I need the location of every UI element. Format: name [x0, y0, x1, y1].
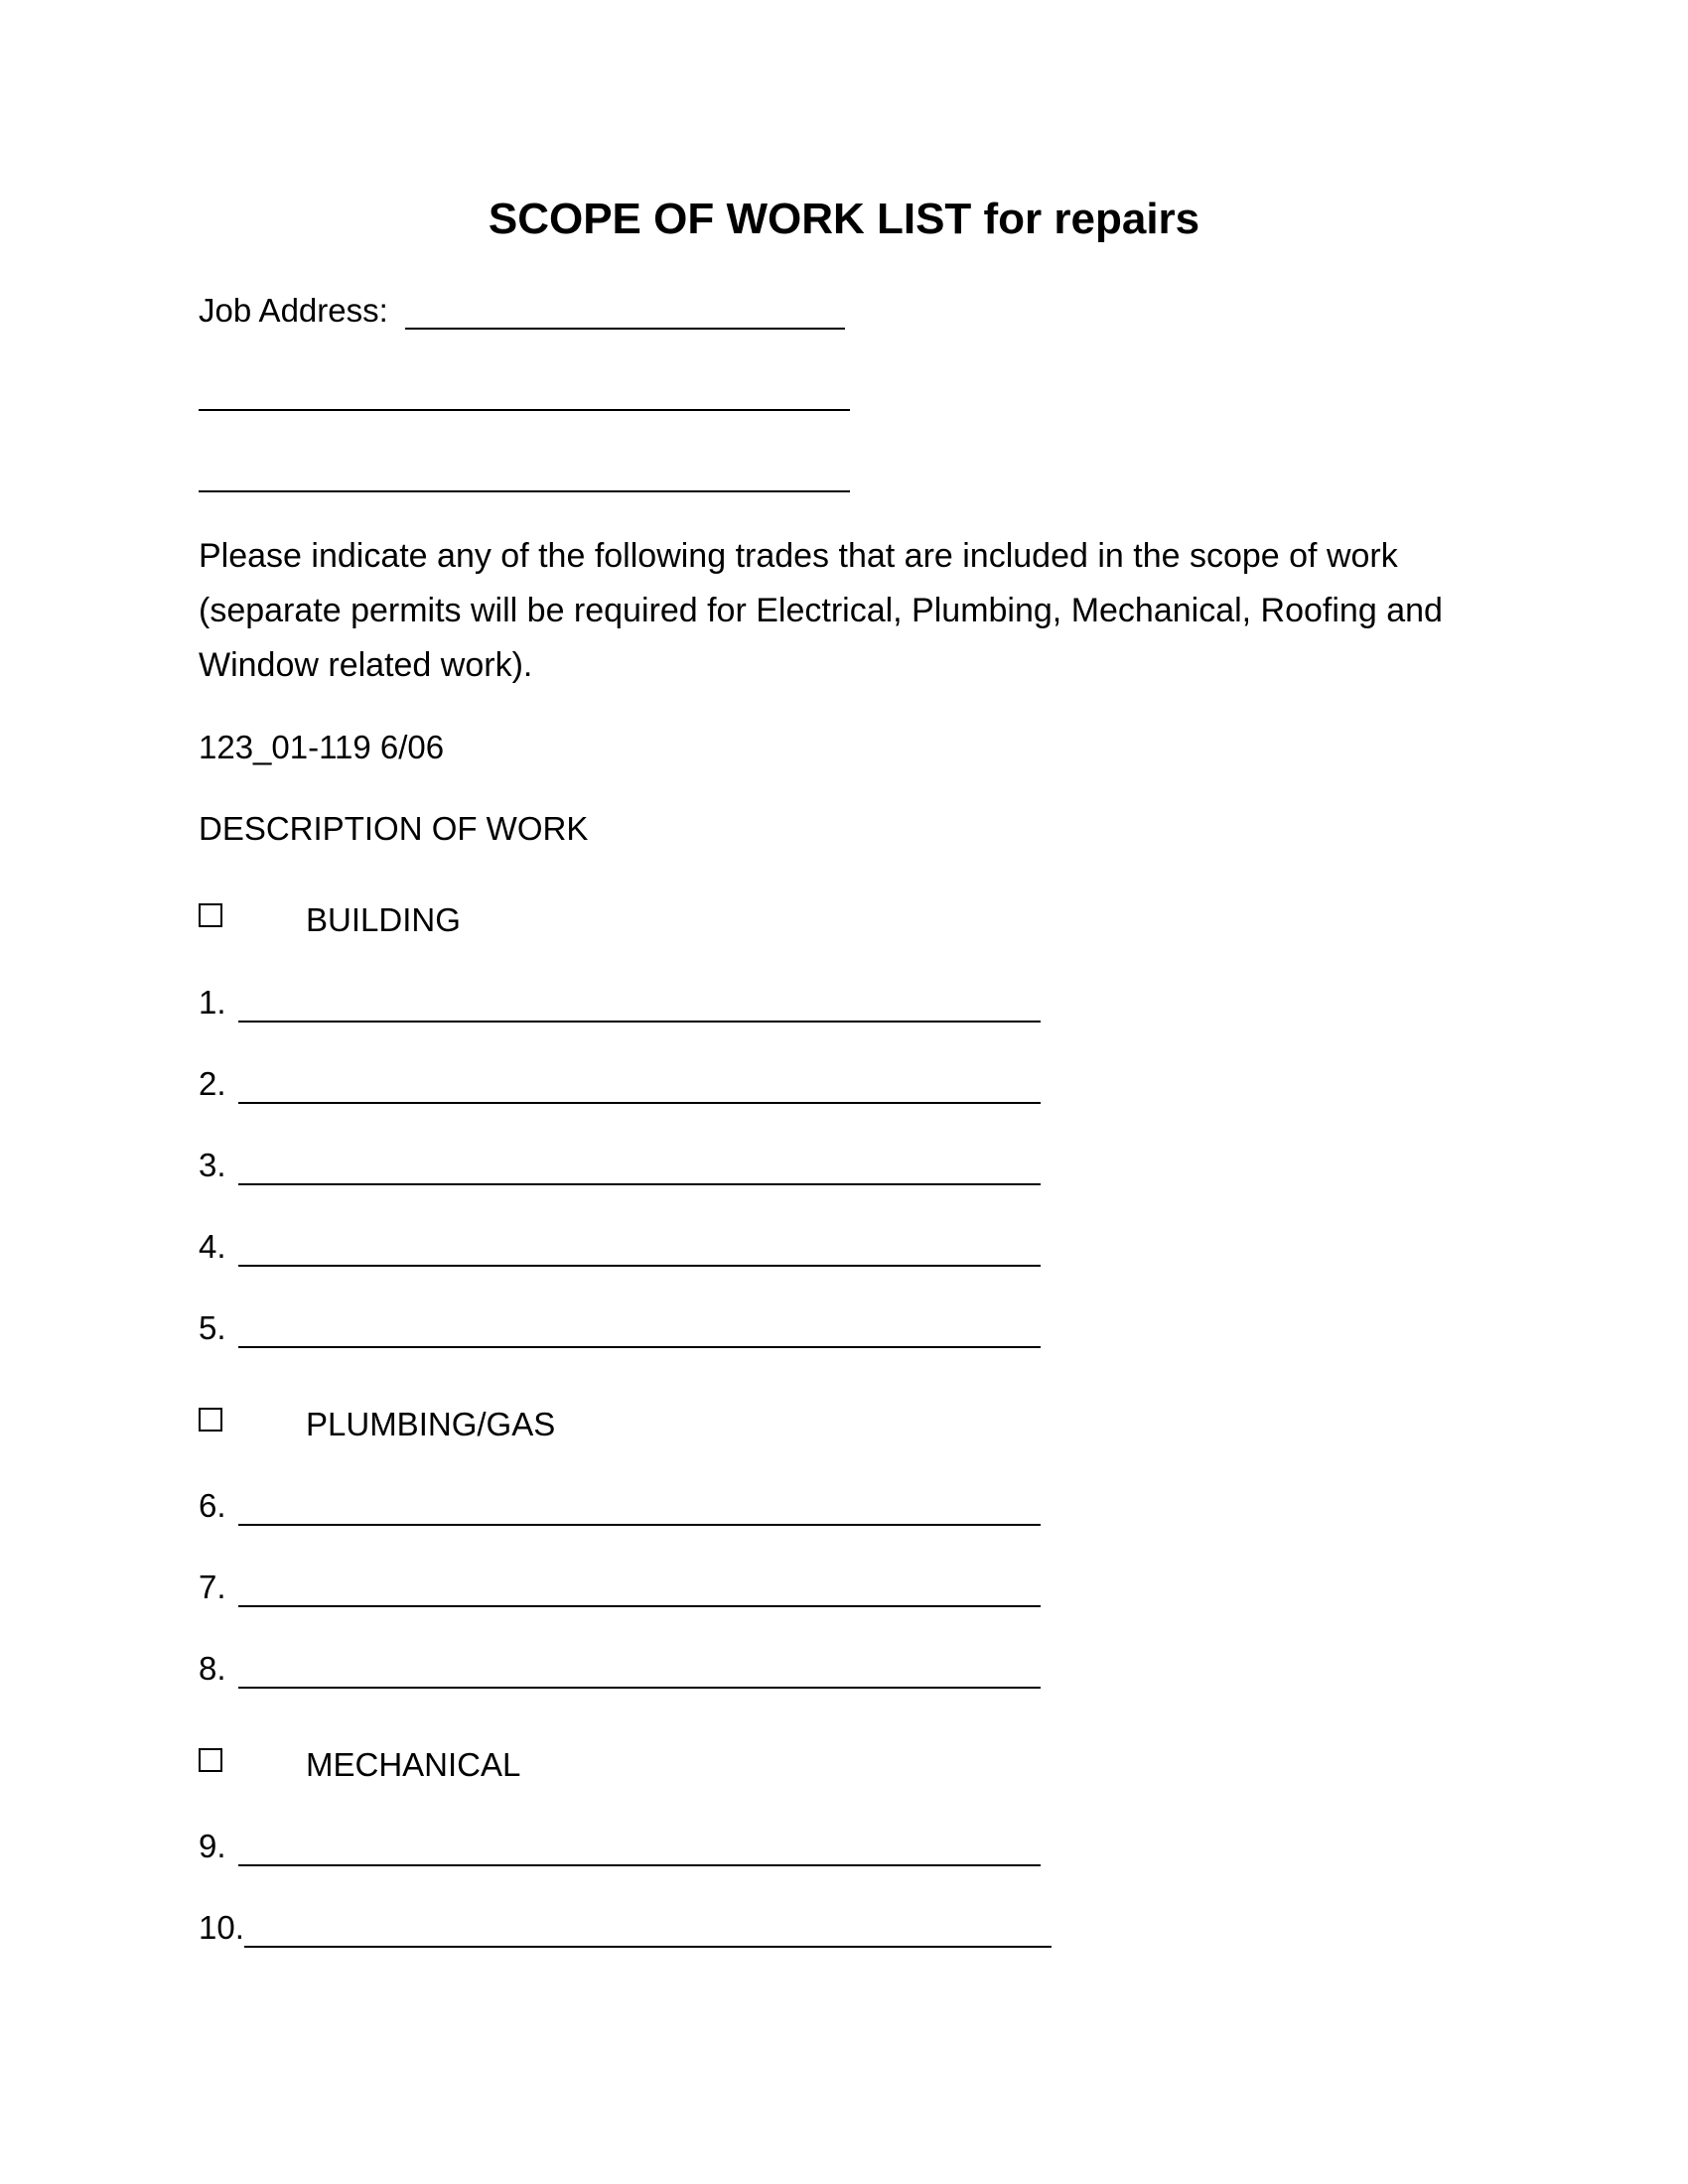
section-label-building: BUILDING — [306, 901, 461, 938]
line-number-8: 8. — [199, 1650, 226, 1687]
form-title: SCOPE OF WORK LIST for repairs — [488, 195, 1200, 243]
work-line-8[interactable] — [238, 1687, 1041, 1689]
section-label-plumbing-gas: PLUMBING/GAS — [306, 1406, 556, 1442]
line-number-3: 3. — [199, 1147, 226, 1183]
line-number-4: 4. — [199, 1228, 226, 1265]
plumbing-gas-checkbox[interactable] — [199, 1408, 222, 1432]
work-line-5[interactable] — [238, 1346, 1041, 1348]
work-line-7[interactable] — [238, 1605, 1041, 1607]
form-code: 123_01-119 6/06 — [199, 729, 445, 765]
work-line-3[interactable] — [238, 1183, 1041, 1185]
work-line-2[interactable] — [238, 1102, 1041, 1104]
line-number-5: 5. — [199, 1309, 226, 1346]
mechanical-checkbox[interactable] — [199, 1748, 222, 1772]
job-address-line-2[interactable] — [199, 409, 850, 411]
line-number-10: 10. — [199, 1909, 244, 1946]
work-line-4[interactable] — [238, 1265, 1041, 1267]
section-label-mechanical: MECHANICAL — [306, 1746, 521, 1783]
job-address-label: Job Address: — [199, 292, 388, 329]
work-line-6[interactable] — [238, 1524, 1041, 1526]
job-address-line-3[interactable] — [199, 490, 850, 492]
line-number-2: 2. — [199, 1065, 226, 1102]
job-address-line-1[interactable] — [405, 328, 845, 330]
line-number-6: 6. — [199, 1487, 226, 1524]
line-number-1: 1. — [199, 984, 226, 1021]
line-number-7: 7. — [199, 1569, 226, 1605]
work-line-10[interactable] — [244, 1946, 1052, 1948]
instructions-paragraph: Please indicate any of the following trades that are included in the scope of work (separate permits will be required for Electrical, Plumbing, Mechanical, Roofing and Window related work). — [199, 537, 1443, 684]
line-number-9: 9. — [199, 1828, 226, 1864]
description-heading: DESCRIPTION OF WORK — [199, 810, 589, 847]
work-line-9[interactable] — [238, 1864, 1041, 1866]
building-checkbox[interactable] — [199, 903, 222, 927]
work-line-1[interactable] — [238, 1021, 1041, 1023]
